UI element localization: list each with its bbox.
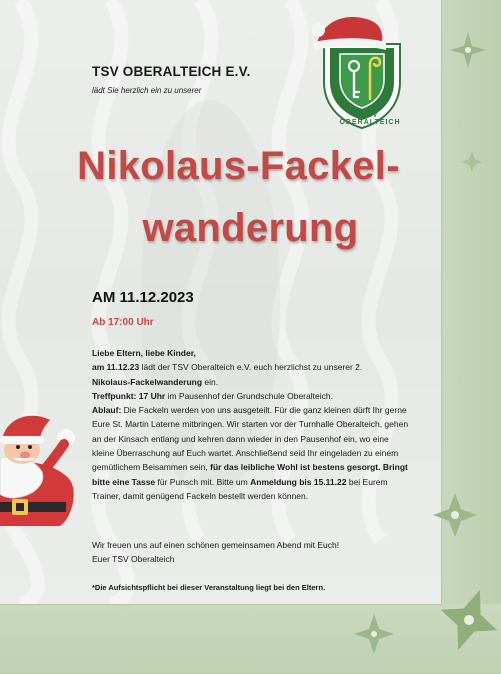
meeting-time: 17 Uhr: [136, 390, 166, 401]
right-green-band: [441, 0, 501, 674]
star-flower-icon: [430, 490, 480, 540]
title-line-2: wanderung: [142, 206, 359, 250]
event-time: Ab 17:00 Uhr: [92, 317, 154, 328]
star-flower-icon: [438, 585, 500, 655]
event-name-rest: ein.: [202, 376, 219, 387]
event-date: AM 11.12.2023: [92, 289, 194, 306]
supervision-note: *Die Aufsichtspflicht bei dieser Veranstaltung liegt bei den Eltern.: [92, 583, 326, 592]
flow-label: Ablauf:: [92, 405, 122, 416]
intro-date: am 11.12.23: [92, 362, 140, 373]
greeting: Liebe Eltern, liebe Kinder,: [92, 348, 196, 358]
santa-illustration: [0, 410, 80, 530]
meeting-label: Treffpunkt:: [92, 390, 137, 401]
invitation-subtitle: lädt Sie herzlich ein zu unserer: [92, 86, 202, 95]
logo-text: TSV OBERALTEICH: [339, 112, 401, 126]
intro-text: lädt der TSV Oberalteich e.V. euch herzlichst zu unserer 2.: [139, 362, 363, 373]
flow-text: Die Fackeln werden von uns ausgeteilt. Für die ganz kleinen dürft Ihr gerne Eure St. Martin Laterne mitbringen. Wir starten vor der Turnhalle Oberalteich, gehen an der Kinsach entlang und kehren dann wieder in den Pausenhof ein, wo eine kleine Überraschung auf Euch wartet. Anschließend seid Ihr eingeladen zu einem gemütlichem Beisammen sein,: [92, 405, 409, 473]
star-flower-icon: [448, 30, 488, 70]
closing-line-1: Wir freuen uns auf einen schönen gemeinsamen Abend mit Euch!: [92, 540, 340, 550]
flow-text-2: für Punsch mit. Bitte um: [155, 476, 251, 487]
closing: [92, 538, 412, 566]
invitation-body: [92, 346, 412, 503]
star-flower-icon: [352, 612, 396, 656]
bottom-green-band: [0, 604, 501, 674]
registration-deadline: Anmeldung bis 15.11.22: [250, 476, 347, 487]
event-name: Nikolaus-Fackelwanderung: [92, 376, 203, 387]
closing-signature: Euer TSV Oberalteich: [92, 554, 175, 564]
club-name: TSV OBERALTEICH E.V.: [92, 64, 251, 79]
flow-bold-1: für das leibliche Wohl ist bestens gesorgt. Bringt bitte eine Tasse: [92, 462, 408, 487]
title-line-1: Nikolaus-Fackel-: [77, 144, 400, 188]
meeting-text: im Pausenhof der Grundschule Oberalteich.: [165, 390, 333, 401]
flow-text-3: bei Eurem Trainer, damit genügend Fackeln bestellt werden können.: [92, 476, 388, 501]
